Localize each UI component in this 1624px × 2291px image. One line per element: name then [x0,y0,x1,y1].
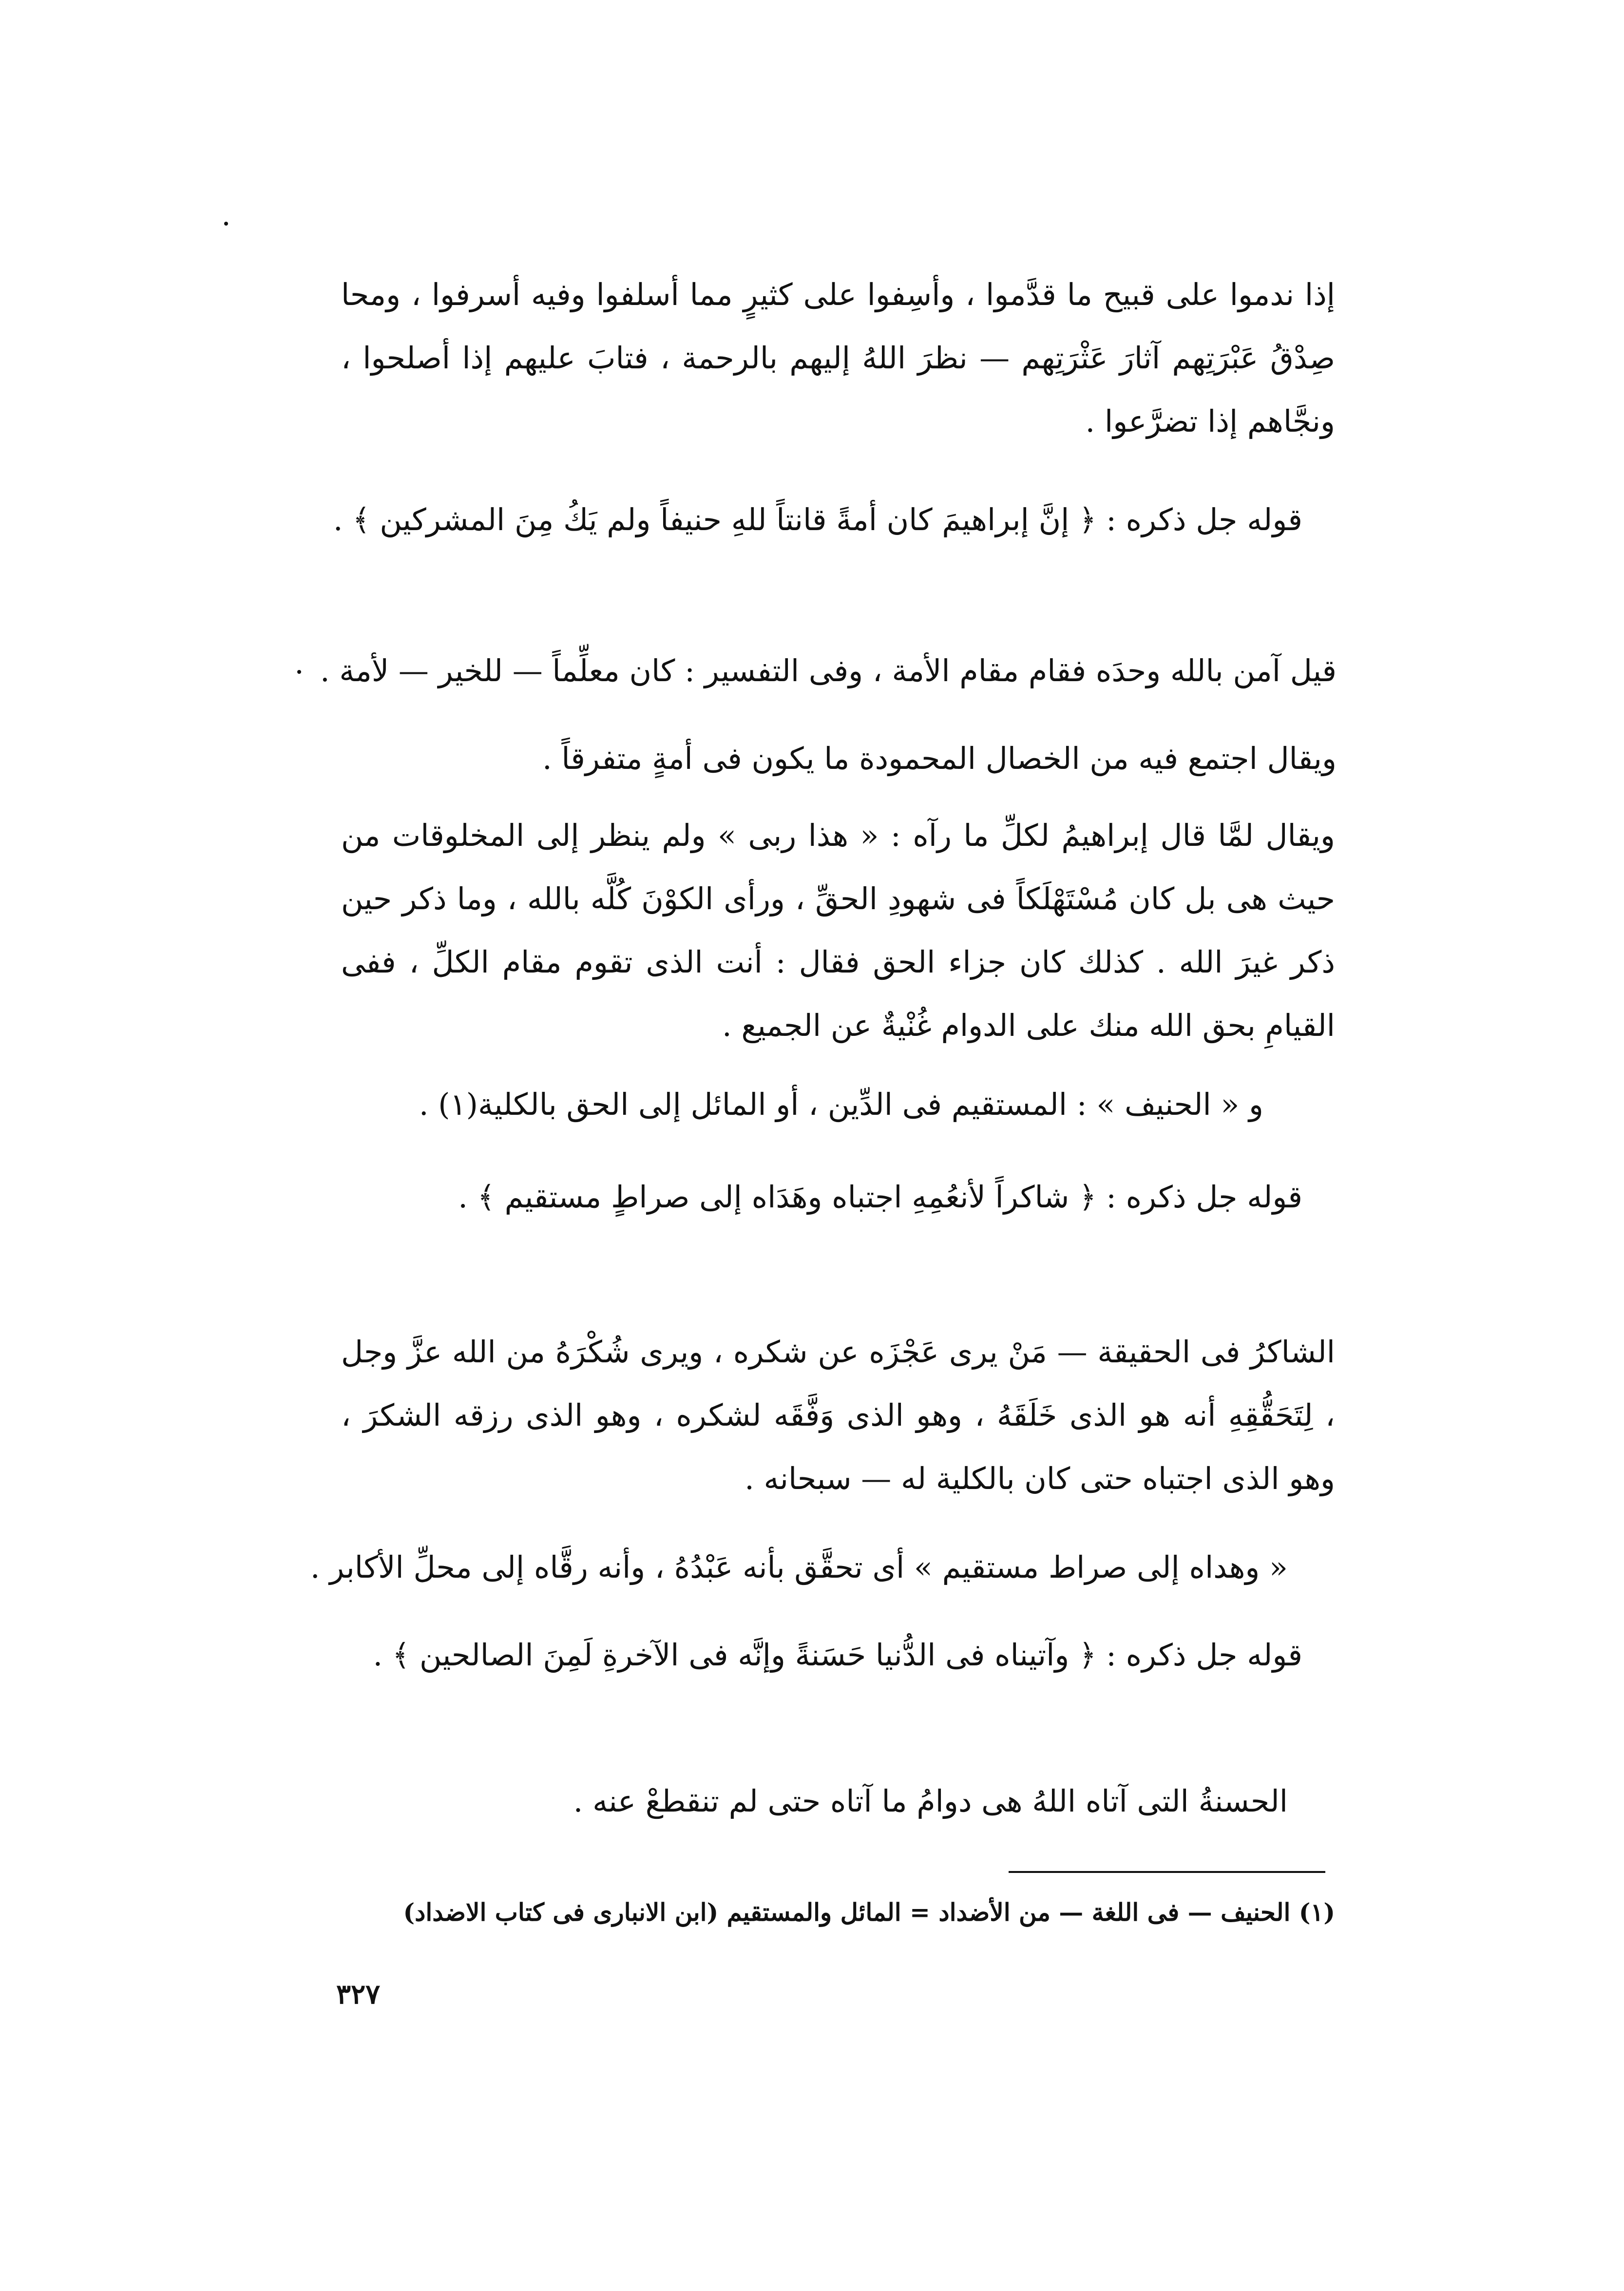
quran-quote-1: قوله جل ذكره : ﴿ إنَّ إبراهيمَ كان أمةً قانتاً للهِ حنيفاً ولم يَكُ مِنَ المشركين ﴾ . [333,502,1302,537]
paragraph-guidance: « وهداه إلى صراط مستقيم » أى تحقَّق بأنه عَبْدُهُ ، وأنه رقَّاه إلى محلِّ الأكابر . [310,1549,1288,1585]
paragraph-virtues: ويقال اجتمع فيه من الخصال المحمودة ما يكون فى أمةٍ متفرقاً . [542,741,1337,776]
scan-speck [297,670,301,674]
paragraph-hanif: و « الحنيف » : المستقيم فى الدِّين ، أو المائل إلى الحق بالكلية(١) . [419,1087,1263,1122]
paragraph-hasana: الحسنةُ التى آتاه اللهُ هى دوامُ ما آتاه حتى لم تنقطعْ عنه . [573,1783,1288,1819]
quran-quote-2: قوله جل ذكره : ﴿ شاكراً لأنعُمِهِ اجتباه وهَدَاه إلى صراطٍ مستقيم ﴾ . [458,1179,1302,1215]
page-number: ٣٢٧ [336,1978,381,2010]
paragraph-tafsir: قيل آمن بالله وحدَه فقام مقام الأمة ، وفى التفسير : كان معلِّماً — للخير — لأمة . [320,653,1337,688]
paragraph-shakir: الشاكرُ فى الحقيقة — مَنْ يرى عَجْزَه عن شكره ، ويرى شُكْرَهُ من الله عزَّ وجل ، لِتَحَقُّقِهِ أنه هو الذى خَلَقَهُ ، وهو الذى وَفَّقَه لشكره ، وهو الذى رزقه الشكرَ ، وهو الذى اجتباه حتى كان بالكلية له — سبحانه . [341,1334,1335,1496]
quran-quote-3: قوله جل ذكره : ﴿ وآتيناه فى الدُّنيا حَسَنةً وإنَّه فى الآخرةِ لَمِنَ الصالحين ﴾ . [373,1637,1302,1673]
scan-speck [224,222,228,226]
paragraph-opening: إذا ندموا على قبيح ما قدَّموا ، وأسِفوا على كثيرٍ مما أسلفوا وفيه أسرفوا ، ومحا صِدْقُ عَبْرَتِهم آثارَ عَثْرَتِهم — نظرَ اللهُ إليهم بالرحمة ، فتابَ عليهم إذا أصلحوا ، ونجَّاهم إذا تضرَّعوا . [341,277,1335,439]
footnote-separator [1009,1871,1325,1873]
paragraph-ibrahim: ويقال لمَّا قال إبراهيمُ لكلِّ ما رآه : « هذا ربى » ولم ينظر إلى المخلوقات من حيث هى بل كان مُسْتَهْلَكاً فى شهودِ الحقِّ ، ورأى الكوْنَ كُلَّه بالله ، وما ذكر حين ذكر غيرَ الله . كذلك كان جزاء الحق فقال : أنت الذى تقوم مقام الكلِّ ، ففى القيامِ بحق الله منك على الدوام غُنْيةٌ عن الجميع . [341,818,1335,1043]
footnote: (١) الحنيف — فى اللغة — من الأضداد = المائل والمستقيم (ابن الانبارى فى كتاب الاضداد) [403,1898,1335,1927]
